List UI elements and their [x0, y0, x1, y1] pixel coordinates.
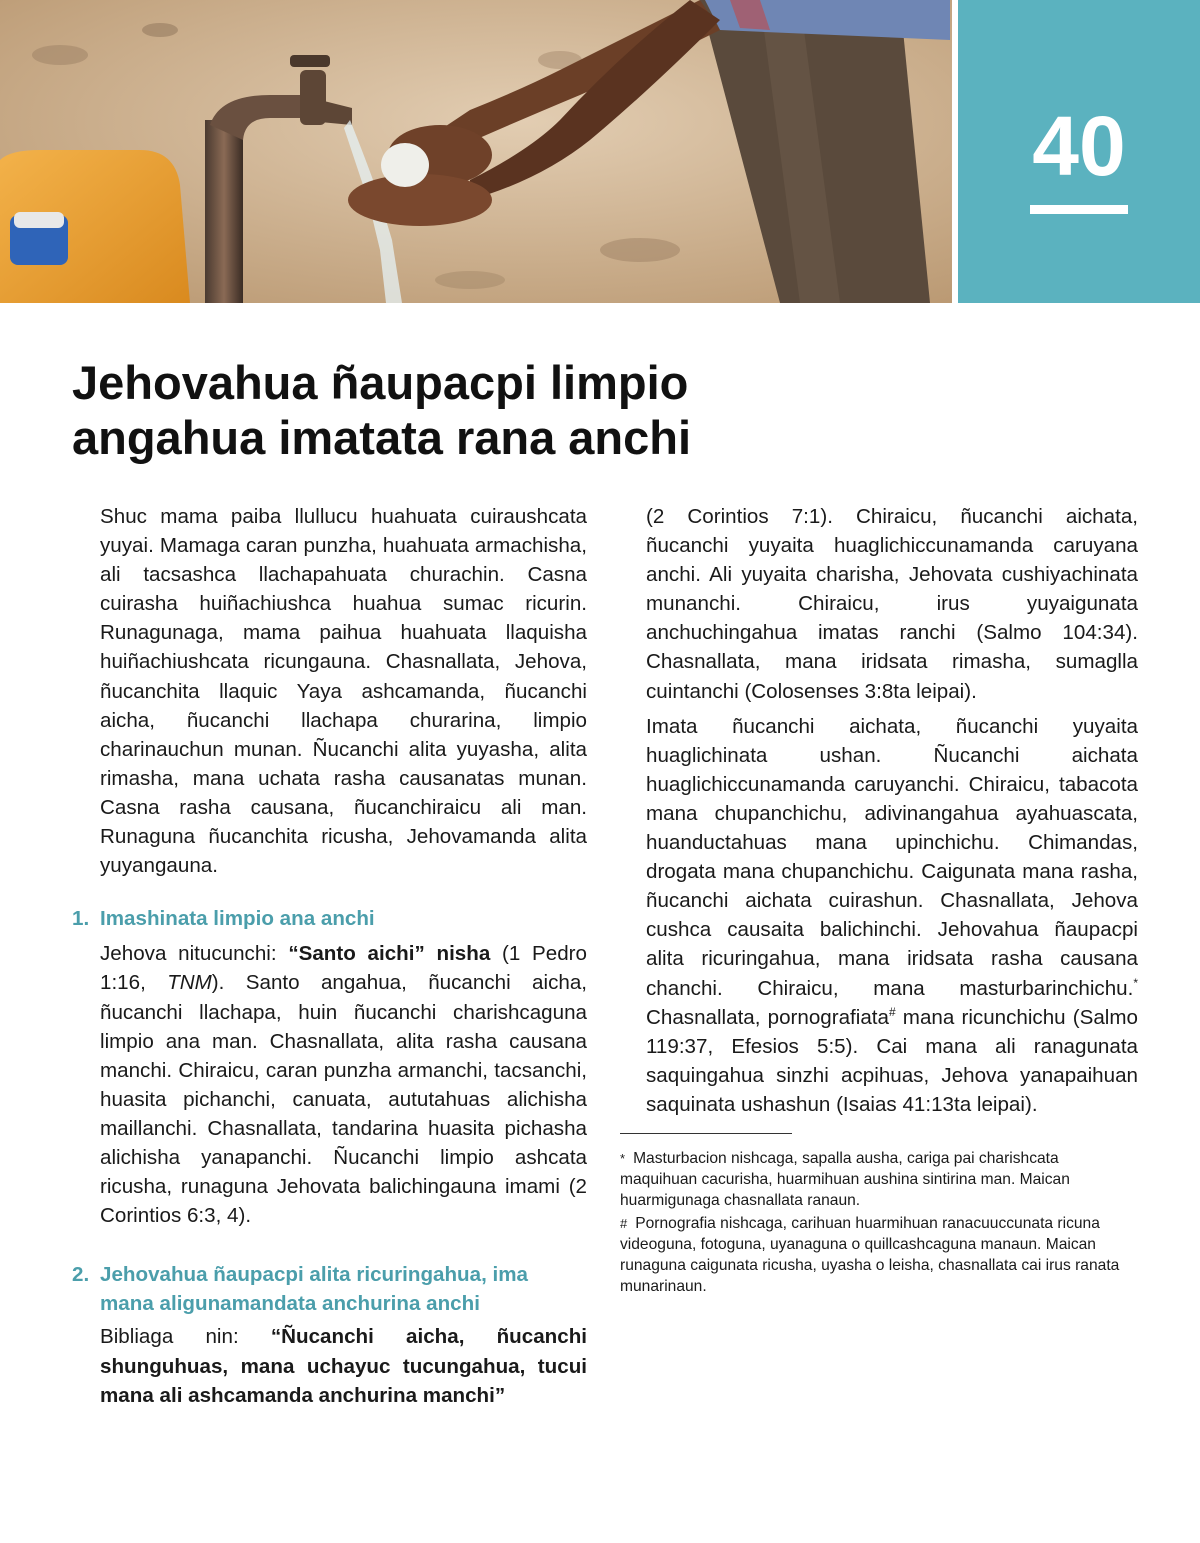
section2-text-a: Bibliaga nin: — [100, 1325, 271, 1349]
section2-heading-line2: mana aligunamandata anchurina anchi — [100, 1292, 480, 1316]
section1-heading — [72, 904, 587, 933]
section2-heading-line1: Jehovahua ñaupacpi alita ricuringahua, ima — [100, 1263, 529, 1287]
section2-paragraph-start — [72, 1322, 587, 1409]
footnote-2 — [620, 1213, 1138, 1297]
section2-p2-text-b: Chasnallata, pornografiata — [646, 1005, 889, 1029]
left-column — [72, 502, 587, 1410]
section1-paragraph — [72, 939, 587, 1230]
section1-text-a: Jehova nitucunchi: — [100, 942, 289, 966]
section1-number: 1. — [72, 907, 90, 931]
footnote-ref-1[interactable]: * — [1133, 975, 1138, 990]
right-column — [620, 502, 1138, 1297]
footnote-2-mark: # — [620, 1215, 628, 1231]
footnote-ref-2[interactable]: # — [888, 1004, 896, 1019]
page-title-line1: Jehovahua ñaupacpi limpio — [72, 356, 689, 409]
footnote-1-text: Masturbacion nishcaga, sapalla ausha, cariga pai charishcata maquihuan cacurisha, huarmihuan aushina sintirina man. Maican huarmigunaga chasnallata ranaun. — [620, 1149, 1070, 1209]
section2-number: 2. — [72, 1263, 90, 1287]
section2-heading — [72, 1260, 587, 1318]
footnote-1 — [620, 1148, 1138, 1211]
section2-quote: “Ñucanchi aicha, ñucanchi shunguhuas, mana uchayuc tucungahua, tucui mana ali ashcamanda anchurina manchi” — [100, 1325, 588, 1407]
lesson-number: 40 — [1032, 99, 1126, 193]
page-title-line2: angahua imatata rana anchi — [72, 411, 692, 464]
lesson-number-underline — [1030, 205, 1128, 214]
section1-text-b: (1 Pedro 1:16, — [100, 942, 587, 995]
section2-paragraph2 — [620, 712, 1138, 1119]
footnote-divider — [620, 1133, 792, 1134]
section2-p2-text-a: Imata ñucanchi aichata, ñucanchi yuyaita huaglichinata ushan. Ñucanchi aichata huaglichiccunamanda caruyanchi. Chiraicu, tabacota mana chupanchichu, adivinangahua ayahuascata, huanductahuas mana upinchichu. Chimandas, drogata mana chupanchichu. Caigunata mana rasha, ñucanchi aichata cuirashun. Chasnallata, Jehova cushca causaita balichinchi. Jehovahua ñaupacpi alita ricuringahua, mana iridsata rasha causana chanchi. Chiraicu, mana masturbarinchichu. — [646, 714, 1138, 1000]
section1-tnm: TNM — [167, 971, 212, 995]
page-title — [72, 355, 832, 465]
intro-paragraph: Shuc mama paiba llullucu huahuata cuiraushcata yuyai. Mamaga caran punzha, huahuata armachisha, ali tacsashca llachapahuata churachin. Casna cuirasha huiñachiushca huahua sumac ricurin. Runagunaga, mama paihua huahuata llaquisha huiñachiushcata ricungauna. Chasnallata, Jehova, ñucanchita llaquic Yaya ashcamanda, ñucanchi aicha, ñucanchi llachapa churarina, limpio charinauchun munan. Ñucanchi alita yuyasha, alita rimasha, mana uchata rasha causanatas munan. Casna rasha causana, ñucanchiraicu ali man. Runaguna ñucanchita ricusha, Jehovamanda alita yuyangauna. — [100, 505, 587, 878]
lesson-number-box — [958, 0, 1200, 303]
section2-paragraph-continued: (2 Corintios 7:1). Chiraicu, ñucanchi aichata, ñucanchi yuyaita huaglichiccunamanda caruyana anchi. Ali yuyaita charisha, Jehovata cushiyachinata munanchi. Chiraicu, irus yuyaigunata anchuchingahua imatas ranchi (Salmo 104:34). Chasnallata, mana iridsata rimasha, sumaglla cuintanchi (Colosenses 3:8ta leipai). — [646, 505, 1138, 703]
handwashing-photo-icon — [0, 0, 952, 303]
section2-p2-text-c: mana ricunchichu (Salmo 119:37, Efesios 5:5). Cai mana ali ranagunata saquingahua sinzhi acpihuas, Jehova yanapaihuan saquinata ushashun (Isaias 41:13ta leipai). — [646, 1005, 1138, 1116]
footnote-2-text: Pornografia nishcaga, carihuan huarmihuan ranacuuccunata ricuna videoguna, fotoguna, uyanaguna o quillcashcaguna manaun. Maican runaguna caigunata ricusha, uyasha o leisha, chasnallata cai irus ranata munarinaun. — [620, 1214, 1120, 1295]
section1-quote: “Santo aichi” nisha — [288, 942, 491, 966]
section1-text-c: ). Santo angahua, ñucanchi aicha, ñucanchi llachapa, huin ñucanchi charishcaguna limpio ana man. Chasnallata, alita rasha causana manchi. Chiraicu, caran punzha armanchi, tacsanchi, huasita pichanchi, canuata, aututahuas alichisha maillanchi. Chasnallata, tandarina huasita pichasha alichisha yanapanchi. Ñucanchi limpio ashcata ricusha, runaguna Jehovata balichingauna imami (2 Corintios 6:3, 4). — [100, 971, 587, 1228]
section1-heading-text: Imashinata limpio ana anchi — [100, 907, 375, 931]
header-photo — [0, 0, 952, 303]
footnote-1-mark: * — [620, 1150, 626, 1166]
